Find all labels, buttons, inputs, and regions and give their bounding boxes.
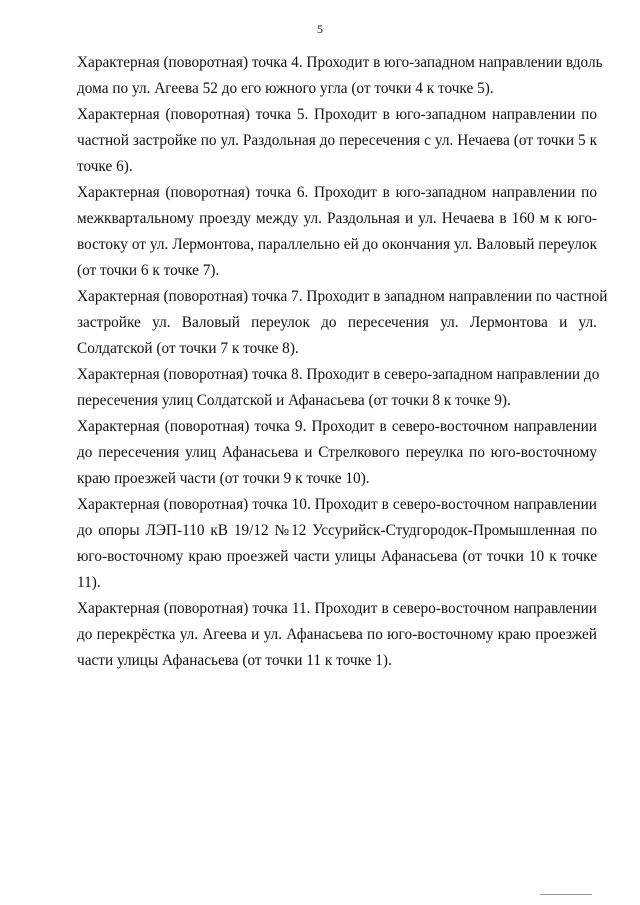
paragraph-point-7 — [77, 284, 608, 362]
text-line: Солдатской (от точки 7 к точке 8). — [77, 340, 299, 357]
text-line: Характерная (поворотная) точка 7. Проходит в западном направлении по частной — [77, 288, 608, 305]
paragraph-point-8 — [77, 362, 600, 414]
text-line: части улицы Афанасьева (от точки 11 к точке 1). — [77, 652, 392, 669]
paragraph-point-6 — [77, 180, 597, 284]
paragraph-point-4 — [77, 50, 603, 102]
text-line: Характерная (поворотная) точка 4. Проходит в юго-западном направлении вдоль — [77, 54, 603, 71]
text-line: Характерная (поворотная) точка 6. Проходит в юго-западном направлении по — [77, 184, 597, 201]
text-line: Характерная (поворотная) точка 5. Проходит в юго-западном направлении по — [77, 106, 597, 123]
text-line: краю проезжей части (от точки 9 к точке 10). — [77, 470, 370, 487]
paragraph-point-10 — [77, 492, 597, 596]
text-line: до перекрёстка ул. Агеева и ул. Афанасьева по юго-восточному краю проезжей — [77, 626, 597, 643]
text-line: застройке ул. Валовый переулок до пересечения ул. Лермонтова и ул. — [77, 314, 597, 331]
text-line: до опоры ЛЭП-110 кВ 19/12 №12 Уссурийск-Студгородок-Промышленная по — [77, 522, 597, 539]
paragraph-point-11 — [77, 596, 597, 674]
document-body — [77, 50, 608, 674]
page-number: 5 — [317, 22, 323, 36]
text-line: востоку от ул. Лермонтова, параллельно ей до окончания ул. Валовый переулок — [77, 236, 597, 253]
text-line: межквартальному проезду между ул. Раздольная и ул. Нечаева в 160 м к юго- — [77, 210, 597, 227]
text-line: Характерная (поворотная) точка 11. Проходит в северо-восточном направлении — [77, 600, 597, 617]
text-line: Характерная (поворотная) точка 10. Проходит в северо-восточном направлении — [77, 496, 597, 513]
text-line: Характерная (поворотная) точка 9. Проходит в северо-восточном направлении — [77, 418, 597, 435]
text-line: дома по ул. Агеева 52 до его южного угла (от точки 4 к точке 5). — [77, 80, 494, 97]
paragraph-point-5 — [77, 102, 597, 180]
text-line: 11). — [77, 574, 101, 591]
text-line: частной застройке по ул. Раздольная до пересечения с ул. Нечаева (от точки 5 к — [77, 132, 597, 149]
text-line: точке 6). — [77, 158, 133, 175]
paragraph-point-9 — [77, 414, 597, 492]
text-line: до пересечения улиц Афанасьева и Стрелкового переулка по юго-восточному — [77, 444, 597, 461]
text-line: юго-восточному краю проезжей части улицы Афанасьева (от точки 10 к точке — [77, 548, 597, 565]
scan-artifact-line — [540, 894, 592, 895]
text-line: (от точки 6 к точке 7). — [77, 262, 220, 279]
text-line: пересечения улиц Солдатской и Афанасьева (от точки 8 к точке 9). — [77, 392, 511, 409]
text-line: Характерная (поворотная) точка 8. Проходит в северо-западном направлении до — [77, 366, 600, 383]
